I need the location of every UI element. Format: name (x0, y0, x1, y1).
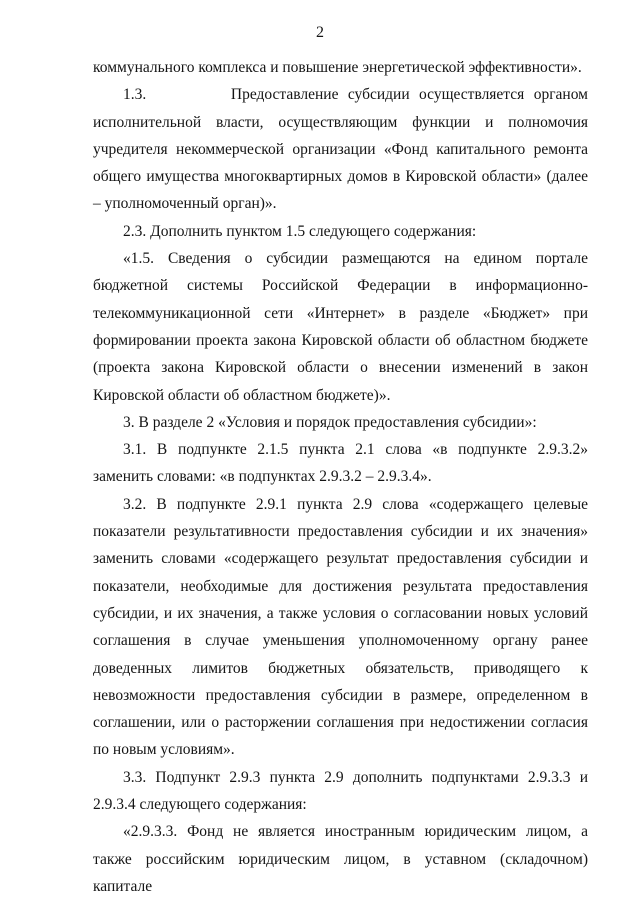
paragraph: «1.5. Сведения о субсидии размещаются на едином портале бюджетной системы Российской Федерации в информационно-телекоммуникационной сети «Интернет» в разделе «Бюджет» при формировании проекта закона Кировской области об областном бюджете (проекта закона Кировской области о внесении изменений в закон Кировской области об областном бюджете)». (93, 250, 588, 404)
paragraph: коммунального комплекса и повышение энергетической эффективности». (93, 59, 582, 76)
paragraph: 3.3. Подпункт 2.9.3 пункта 2.9 дополнить подпунктами 2.9.3.3 и 2.9.3.4 следующего содержания: (93, 768, 588, 814)
paragraph: 3. В разделе 2 «Условия и порядок предоставления субсидии»: (123, 413, 537, 431)
paragraph: 3.2. В подпункте 2.9.1 пункта 2.9 слова «содержащего целевые показатели результативности предоставления субсидии и их значения» заменить словами «содержащего результат предоставления субсидии и показатели, необходимые для достижения результата предоставления субсидии, и их значения, а также условия о согласовании новых условий соглашения в случае уменьшения уполномоченному органу ранее доведенных лимитов бюджетных обязательств, приводящего к невозможности предоставления субсидии в размере, определенном в соглашении, или о расторжении соглашения при недостижении согласия по новым условиям». (93, 495, 588, 759)
paragraph: 2.3. Дополнить пунктом 1.5 следующего содержания: (123, 222, 477, 240)
paragraph: 3.1. В подпункте 2.1.5 пункта 2.1 слова «в подпункте 2.9.3.2» заменить словами: «в подпунктах 2.9.3.2 – 2.9.3.4». (93, 441, 588, 486)
paragraph: 1.3. Предоставление субсидии осуществляется органом исполнительной власти, осуществляющим функции и полномочия учредителя некоммерческой организации «Фонд капитального ремонта общего имущества многоквартирных домов в Кировской области» (далее – уполномоченный орган)». (93, 86, 588, 213)
paragraph: «2.9.3.3. Фонд не является иностранным юридическим лицом, а также российским юридическим лицом, в уставном (складочном) капитале (93, 823, 588, 895)
page-number: 2 (316, 24, 324, 41)
document-body (93, 54, 588, 900)
